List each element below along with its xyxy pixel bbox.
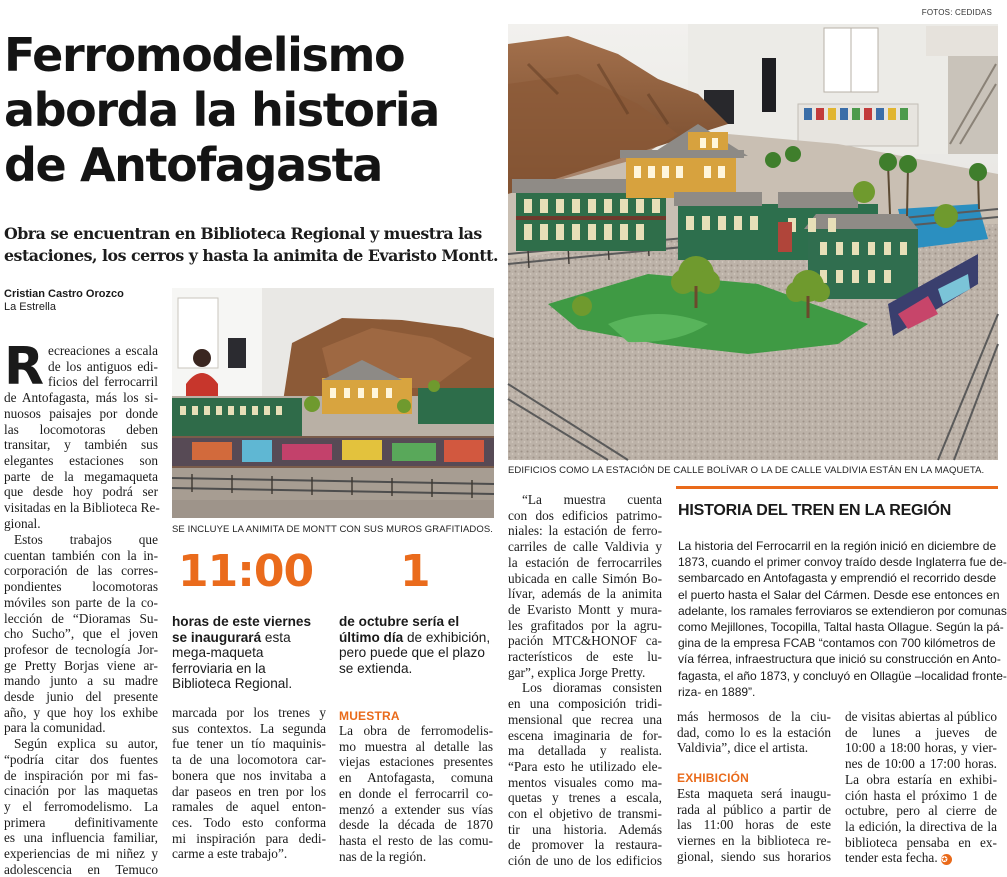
text-line: lívar, además de la animita <box>508 586 662 602</box>
text-line: de Evaristo Montt y mura- <box>508 601 662 617</box>
text-line: fagasta, el año 1873, y concluyó en Ollagüe –localidad fronte- <box>678 668 1007 683</box>
text-line: con el objetivo de transmi- <box>508 806 662 822</box>
paragraph <box>4 337 160 531</box>
text-line: desde junio del presente <box>4 689 158 705</box>
text-line: de promover la restaura- <box>508 837 662 853</box>
text-line: octubre, pero al cierre de <box>845 803 997 819</box>
text-line: bonera que nos invitaba a <box>172 767 326 783</box>
text-line: adolescencia en Temuco <box>4 861 158 877</box>
text-line: les grafitados por la agru- <box>508 617 662 633</box>
text-line: ecreaciones a escala <box>48 343 158 358</box>
text-line: Esta maqueta será inaugu- <box>677 786 831 801</box>
byline <box>4 288 124 314</box>
stat-time-description <box>172 614 326 692</box>
text-line: corporación de las corres- <box>4 563 158 579</box>
text-line: año, y que hoy los exhibe <box>4 704 158 720</box>
article-col-4 <box>508 492 662 869</box>
text-line: como Mejillones, Tocopilla, Taltal hasta Ollague. Según la pá- <box>678 620 1004 635</box>
headline-line: aborda la historia <box>4 83 439 137</box>
text-line: riza- en 1889”. <box>678 684 756 699</box>
deck <box>4 223 504 267</box>
text-line: niales: la estación de ferro- <box>508 523 662 539</box>
text-line: gina de la empresa FCAB “contamos con 700 kilómetros de <box>678 636 996 651</box>
text-line: ción de uno de los edificios <box>508 853 662 869</box>
text-line: el puerto hasta el Salar del Cármen. Desde ese entonces en <box>678 587 1000 602</box>
text-line-end: tender esta fecha. <box>845 850 938 866</box>
text-line: escena imaginaria de for- <box>508 727 662 743</box>
text-line: ubicada en calle Simón Bo- <box>508 570 662 586</box>
text-line: de visitas abiertas al público <box>845 709 997 724</box>
text-line: cuentan también con la in- <box>4 547 158 563</box>
stat-time-value: 11:00 <box>178 546 314 597</box>
text-line: 1873, cuando el primer convoy traído desde Inglaterra fue de- <box>678 555 1007 570</box>
text-line: ces. Todo esto conforma <box>172 814 326 830</box>
text-line: profesor de tecnología Jor- <box>4 641 158 657</box>
text-line: nuosos paisajes por donde <box>4 405 158 421</box>
text-line: de los antiguos edi- <box>48 358 158 374</box>
subhead-exhibicion: EXHIBICIÓN <box>677 771 750 785</box>
text-line: nes de 10:00 a 17:00 horas. <box>845 756 997 772</box>
text-line: las 11:00 horas de este <box>677 817 831 833</box>
headline <box>4 28 504 193</box>
stat-date-text: de exhibición, pero puede que el plazo se extienda. <box>339 629 491 676</box>
text-line: nas de la región. <box>339 848 427 864</box>
text-line: que desde hoy podrá ser <box>4 484 158 500</box>
text-line: dar paseos en tren por los <box>172 783 326 799</box>
photo-credit: FOTOS: CEDIDAS <box>921 8 992 17</box>
stat-date-highlight: de octubre sería el último día <box>339 614 460 645</box>
text-line: ramales de aquel enton- <box>172 799 326 815</box>
article-col-3 <box>339 723 493 864</box>
article-col-2 <box>172 705 326 862</box>
byline-author: Cristian Castro Orozco <box>4 288 124 300</box>
text-line: móviles son parte de la co- <box>4 594 158 610</box>
text-line: biblioteca pensaba en ex- <box>845 834 997 850</box>
text-line: ma detallada y realista. <box>508 743 662 759</box>
text-line: viernes en la biblioteca re- <box>677 833 831 849</box>
text-line: Los dioramas consisten <box>522 680 662 696</box>
small-photo-diorama <box>172 288 494 518</box>
text-line: rada al público a partir de <box>677 801 831 817</box>
text-line: la edición, la directiva de la <box>845 818 997 834</box>
text-line: ta de una locomotora car- <box>172 752 326 768</box>
article-col-6 <box>845 709 997 866</box>
text-line: primera definitivamente <box>4 814 158 830</box>
stat-time-highlight: horas de este viernes se inaugurará <box>172 614 312 645</box>
article-col-1 <box>4 337 160 531</box>
text-line: parte de la megamaqueta <box>4 468 158 484</box>
small-photo-caption: SE INCLUYE LA ANIMITA DE MONTT CON SUS MUROS GRAFITIADOS. <box>172 524 494 535</box>
headline-line: de Antofagasta <box>4 138 382 192</box>
text-line: visitadas en la Biblioteca Re- <box>4 500 160 516</box>
text-line <box>845 850 997 866</box>
stat-date-value: 1 <box>400 546 430 597</box>
text-line: de Antofagasta, más los si- <box>4 390 158 406</box>
end-mark-icon: ✪ <box>941 854 952 865</box>
text-line: en Antofagasta, comuna <box>339 770 493 786</box>
text-line: ficios del ferrocarril <box>48 374 158 390</box>
subhead-muestra: MUESTRA <box>339 709 400 723</box>
text-line: “La muestra cuenta <box>522 492 662 507</box>
text-line: “podría citar dos fuentes <box>4 751 158 767</box>
box-rule <box>676 486 998 489</box>
text-line: tir una historia. Además <box>508 821 662 837</box>
text-line: carme a este trabajo”. <box>172 846 288 862</box>
text-line: marcada por los trenes y <box>172 705 326 720</box>
text-line: menzó a extender sus vías <box>339 801 493 817</box>
dropcap: R <box>4 337 45 397</box>
headline-line: Ferromodelismo <box>4 28 405 82</box>
text-line: Valdivia”, dice el artista. <box>677 740 809 756</box>
text-line: “Para esto he utilizado ele- <box>508 758 662 774</box>
text-line: Según explica su autor, <box>14 736 158 752</box>
text-line: en una composición tridi- <box>508 696 662 712</box>
text-line: para la comunidad. <box>4 720 106 736</box>
text-line: fue tener un tío maquinis- <box>172 736 326 752</box>
text-line: Estos trabajos que <box>14 532 158 547</box>
stat-time-text: esta mega-maqueta ferroviaria en la Biblioteca Regional. <box>172 629 293 692</box>
text-line: vía férrea, infraestructura que inició su construcción en Anto- <box>678 652 1001 667</box>
text-line: quetas y trenes a escala, <box>508 790 662 806</box>
text-line: desde la década de 1870 <box>339 817 493 833</box>
text-line: elegantes estaciones son <box>4 452 158 468</box>
text-line: cinación por las maquetas <box>4 783 158 799</box>
stat-date-description <box>339 614 499 676</box>
box-text <box>678 538 1007 700</box>
text-line: adelante, los ramales ferroviaros se extendieron por comunas <box>678 603 1007 618</box>
text-line: es una influencia familiar, <box>4 830 158 846</box>
text-line: gional. <box>4 515 41 531</box>
text-line: la estación de ferrocarriles <box>508 554 662 570</box>
main-photo-caption: EDIFICIOS COMO LA ESTACIÓN DE CALLE BOLÍVAR O LA DE CALLE VALDIVIA ESTÁN EN LA MAQUETA. <box>508 465 985 476</box>
text-line: mo muestra al detalle las <box>339 738 493 754</box>
text-line: de lunes a jueves de <box>845 724 997 740</box>
text-line: mando junto a su madre <box>4 673 158 689</box>
text-line: La obra estaría en exhibi- <box>845 771 997 787</box>
text-line: mi inspiración para dedi- <box>172 830 326 846</box>
text-line: cho Sucho”, que el joven <box>4 626 158 642</box>
text-line: más hermosos de la ciu- <box>677 709 831 724</box>
text-line: ción hasta el próximo 1 de <box>845 787 997 803</box>
text-line: de inspiración por mi fas- <box>4 767 158 783</box>
text-line: dad, como lo es la estación <box>677 724 831 740</box>
article-col-5 <box>677 709 831 756</box>
deck-line: Obra se encuentran en Biblioteca Regional y muestra las <box>4 224 482 243</box>
article-col-5b <box>677 786 831 865</box>
text-line: pación MTC&HONOF ca- <box>508 633 662 649</box>
text-line: ge Pretty Borjas viene ar- <box>4 657 158 673</box>
text-line: racterísticos de este lu- <box>508 649 662 665</box>
main-photo-diorama <box>508 24 998 460</box>
text-line: experiencias de mi niñez y <box>4 846 158 862</box>
text-line: pondientes locomotoras <box>4 579 158 595</box>
text-line: las locomotoras deben <box>4 421 158 437</box>
byline-outlet: La Estrella <box>4 301 56 313</box>
text-line: carriles de calle Valdivia y <box>508 539 662 555</box>
text-line: hasta el resto de las comu- <box>339 832 493 848</box>
text-line: sus contextos. La segunda <box>172 720 326 736</box>
text-line: gional, siendo sus horarios <box>677 848 831 864</box>
text-line: transitar, y también sus <box>4 437 158 453</box>
text-line: sembarcado en Antofagasta y emprendió el recorrido desde <box>678 571 997 586</box>
text-line: La historia del Ferrocarril en la región inició en diciembre de <box>678 539 997 553</box>
text-line: en donde el ferrocarril co- <box>339 785 493 801</box>
text-line: La obra de ferromodelis- <box>339 723 493 738</box>
text-line: y el ferromodelismo. La <box>4 798 158 814</box>
article-col-1b <box>4 532 158 877</box>
text-line: con dos edificios patrimo- <box>508 507 662 523</box>
text-line: viejas estaciones presentes <box>339 754 493 770</box>
text-line: lección de “Dioramas Su- <box>4 610 158 626</box>
box-title: HISTORIA DEL TREN EN LA REGIÓN <box>678 502 952 519</box>
deck-line: estaciones, los cerros y hasta la animita de Evaristo Montt. <box>4 246 498 265</box>
text-line: 10:00 a 18:00 horas, y vier- <box>845 740 997 756</box>
text-line: mentos visuales como ma- <box>508 774 662 790</box>
text-line: mensional que recrea una <box>508 711 662 727</box>
text-line: gar”, explica Jorge Pretty. <box>508 664 646 680</box>
